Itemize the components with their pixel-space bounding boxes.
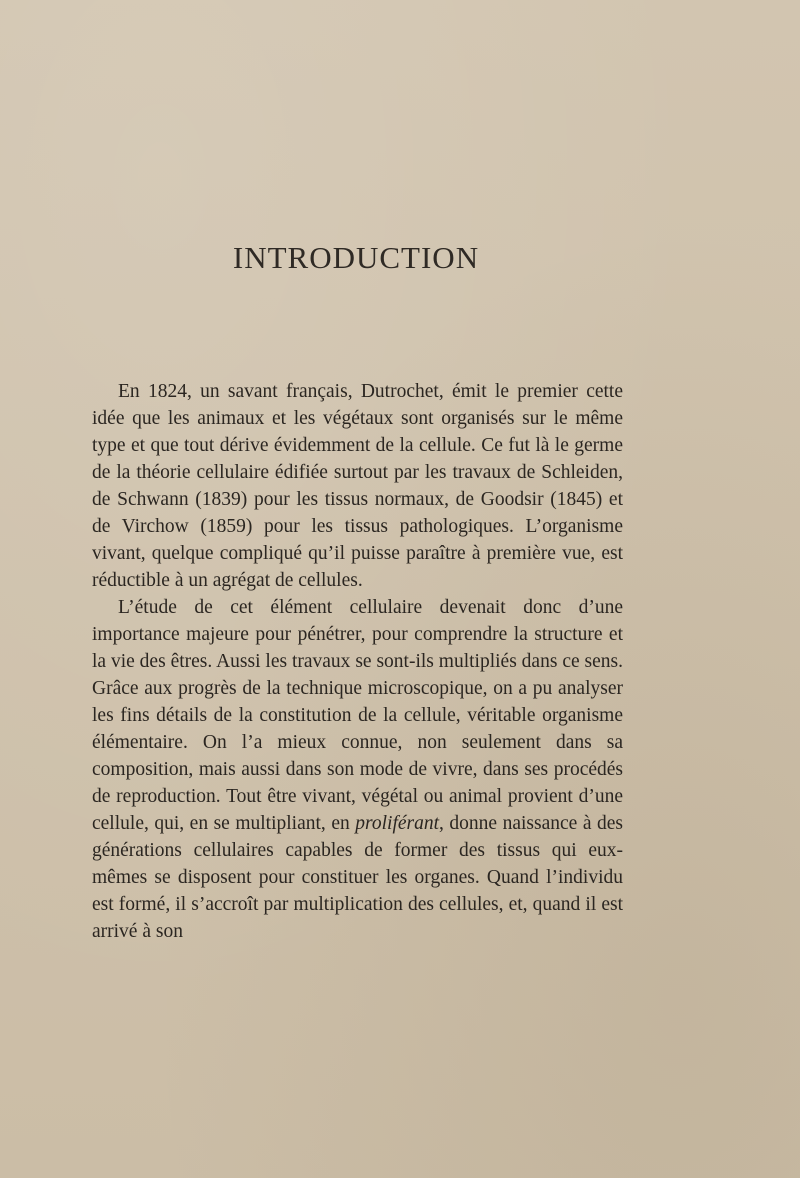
paragraph-2-part-2: , donne naissance à des générations cellulaires capables de former des tissus qui eux-mêmes se disposent pour constituer les organes. Quand l’individu est formé, il s’accroît par multiplication des cellules, et, quand il est arrivé à son [92,813,623,942]
chapter-heading: INTRODUCTION [232,240,480,275]
italic-word: proliférant [355,813,440,834]
paragraph-1: En 1824, un savant français, Dutrochet, émit le premier cette idée que les animaux et les végétaux sont organisés sur le même type et que tout dérive évidemment de la cellule. Ce fut là le germe de la théorie cellulaire édifiée surtout par les travaux de Schleiden, de Schwann (1839) pour les tissus normaux, de Goodsir (1845) et de Virchow (1859) pour les tissus pathologiques. L’organisme vivant, quelque compliqué qu’il puisse paraître à première vue, est réductible à un agrégat de cellules. [92,381,623,591]
body-text [92,378,623,945]
paragraph-2-part-1: L’étude de cet élément cellulaire devenait donc d’une importance majeure pour pénétrer, pour comprendre la structure et la vie des êtres. Aussi les travaux se sont-ils multipliés dans ce sens. Grâce aux progrès de la technique microscopique, on a pu analyser les fins détails de la constitution de la cellule, véritable organisme élémentaire. On l’a mieux connue, non seulement dans sa composition, mais aussi dans son mode de vivre, dans ses procédés de reproduction. Tout être vivant, végétal ou animal provient d’une cellule, qui, en se multipliant, en [92,597,623,834]
paragraph-2 [92,594,623,945]
